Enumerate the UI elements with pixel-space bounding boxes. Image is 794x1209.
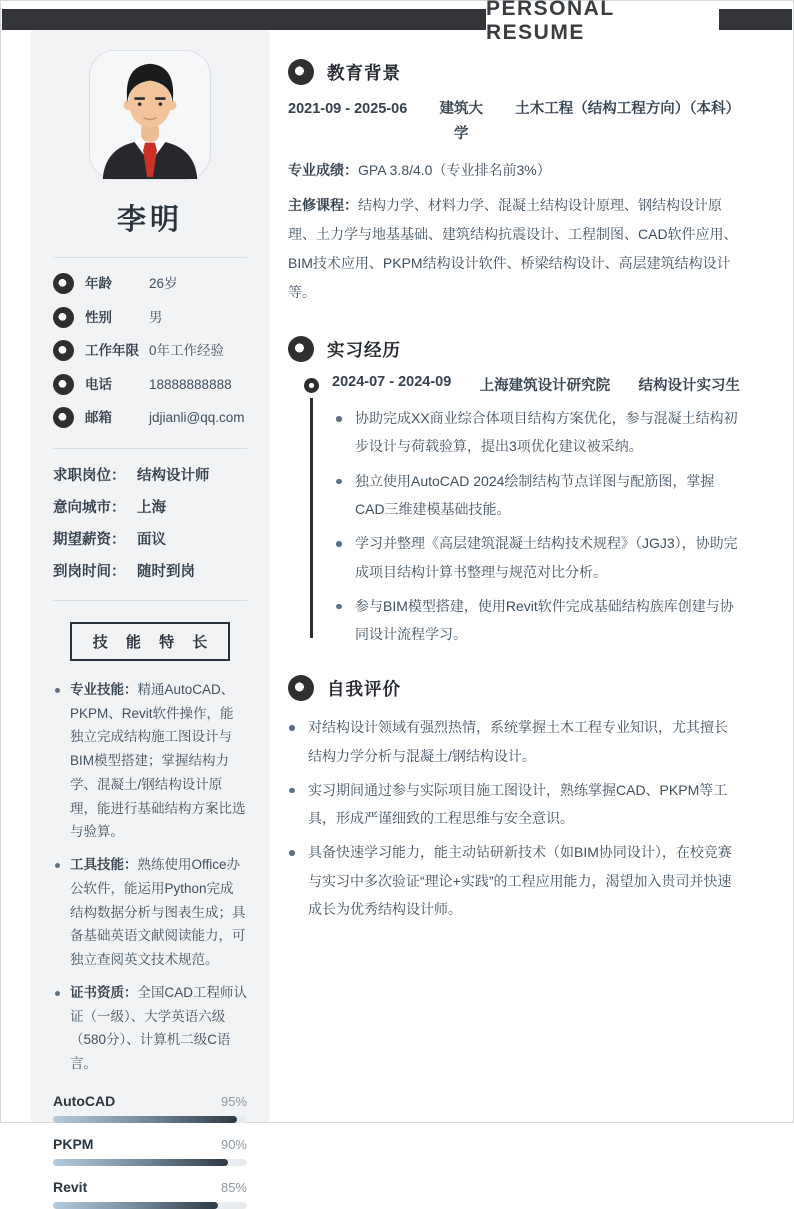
skill-bar-pkpm <box>53 1136 247 1166</box>
skill-point <box>53 678 247 844</box>
info-row-age <box>53 273 247 295</box>
intent-value: 上海 <box>137 499 166 516</box>
section-internship <box>288 336 740 648</box>
internship-date: 2024-07 - 2024-09 <box>332 374 452 391</box>
candidate-name: 李明 <box>116 204 183 236</box>
internship-role: 结构设计实习生 <box>638 378 740 395</box>
job-intent-list <box>53 464 247 581</box>
self-evaluation-bullet: 对结构设计领域有强烈热情，系统掌握土木工程专业知识，尤其擅长结构力学分析与混凝土/钢结构设计。 <box>288 713 740 770</box>
avatar-illustration <box>90 51 210 179</box>
info-value: 0年工作经验 <box>149 343 225 359</box>
divider <box>53 448 247 449</box>
education-school: 建筑大学 <box>439 101 484 143</box>
skill-bar-track <box>53 1202 247 1209</box>
skill-bar-track <box>53 1116 247 1123</box>
skill-point-label: 证书资质： <box>70 984 138 1000</box>
education-gpa-line <box>288 156 740 185</box>
divider <box>53 600 247 601</box>
skill-bar-percent: 95% <box>220 1093 247 1109</box>
skill-points-list <box>53 678 247 1076</box>
skill-bars <box>53 1093 247 1209</box>
info-row-phone <box>53 374 247 396</box>
donut-circle-icon <box>288 675 314 701</box>
education-major: 土木工程（结构工程方向）（本科） <box>515 101 740 117</box>
section-title: 教育背景 <box>327 62 401 83</box>
sidebar <box>31 30 269 1195</box>
main-content <box>288 59 740 950</box>
donut-circle-icon <box>53 340 74 361</box>
donut-circle-icon <box>53 273 74 294</box>
info-row-gender <box>53 307 247 329</box>
donut-circle-icon <box>288 336 314 362</box>
skill-bar-fill <box>53 1202 218 1209</box>
donut-circle-icon <box>53 307 74 328</box>
skill-bar-track <box>53 1159 247 1166</box>
courses-value: 结构力学、材料力学、混凝土结构设计原理、钢结构设计原理、土力学与地基基础、建筑结构抗震设计、工程制图、CAD软件应用、BIM技术应用、PKPM结构设计软件、桥梁结构设计、高层建筑结构设计等。 <box>288 197 738 300</box>
skill-bar-name: AutoCAD <box>53 1092 116 1109</box>
gpa-value: GPA 3.8/4.0（专业排名前3%） <box>358 161 551 178</box>
info-row-experience <box>53 340 247 362</box>
divider <box>53 257 247 258</box>
internship-timeline <box>306 374 740 648</box>
section-title: 自我评价 <box>327 678 401 699</box>
self-evaluation-bullet-list <box>288 713 740 923</box>
internship-company: 上海建筑设计研究院 <box>479 378 611 395</box>
internship-bullet-list <box>332 404 740 648</box>
skill-point-text: 精通AutoCAD、PKPM、Revit软件操作，能独立完成结构施工图设计与BIM模型搭建；掌握结构力学、混凝土/钢结构设计原理，能进行基础结构方案比选与验算。 <box>70 681 246 840</box>
page-title: PERSONAL RESUME <box>486 1 719 41</box>
section-education <box>288 59 740 306</box>
intent-row-salary <box>53 528 247 549</box>
section-title: 实习经历 <box>327 339 401 360</box>
education-entry-header <box>288 97 740 148</box>
skill-bar-percent: 90% <box>220 1136 247 1152</box>
intent-row-availability <box>53 560 247 581</box>
internship-bullet: 协助完成XX商业综合体项目结构方案优化，参与混凝土结构初步设计与荷载验算，提出3项优化建议被采纳。 <box>332 404 740 461</box>
info-label: 邮箱 <box>85 410 112 426</box>
intent-row-city <box>53 496 247 517</box>
skill-bar-fill <box>53 1116 237 1123</box>
donut-circle-icon <box>53 407 74 428</box>
skill-point <box>53 981 247 1076</box>
section-self-evaluation <box>288 675 740 923</box>
intent-value: 随时到岗 <box>137 563 195 580</box>
info-row-email <box>53 407 247 429</box>
info-value: 26岁 <box>149 276 178 291</box>
skills-section-title: 技 能 特 长 <box>70 622 230 661</box>
info-value: 18888888888 <box>149 376 232 392</box>
internship-bullet: 独立使用AutoCAD 2024绘制结构节点详图与配筋图，掌握CAD三维建模基础技能。 <box>332 467 740 524</box>
intent-value: 结构设计师 <box>137 467 210 484</box>
skill-bar-fill <box>53 1159 228 1166</box>
skill-point-text: 全国CAD工程师认证（一级）、大学英语六级（580分）、计算机二级C语言。 <box>70 984 248 1072</box>
intent-label: 求职岗位： <box>53 467 126 484</box>
donut-circle-icon <box>288 59 314 85</box>
info-label: 性别 <box>85 309 112 325</box>
internship-bullet: 参与BIM模型搭建，使用Revit软件完成基础结构族库创建与协同设计流程学习。 <box>332 592 740 649</box>
intent-label: 意向城市： <box>53 499 126 516</box>
skill-bar-autocad <box>53 1093 247 1123</box>
education-courses-line <box>288 191 740 306</box>
skill-point-text: 熟练使用Office办公软件，能运用Python完成结构数据分析与图表生成；具备基础英语文献阅读能力，可独立查阅英文技术规范。 <box>70 857 246 968</box>
personal-info-list <box>53 273 247 429</box>
info-label: 电话 <box>85 376 112 392</box>
info-label: 年龄 <box>85 276 112 291</box>
self-evaluation-bullet: 具备快速学习能力，能主动钻研新技术（如BIM协同设计），在校竞赛与实习中多次验证“理论+实践”的工程应用能力，渴望加入贵司并快速成长为优秀结构设计师。 <box>288 838 740 923</box>
donut-circle-icon <box>53 374 74 395</box>
intent-label: 到岗时间： <box>53 563 126 580</box>
skill-bar-name: PKPM <box>53 1135 94 1152</box>
skill-point-label: 工具技能： <box>70 857 138 873</box>
education-date: 2021-09 - 2025-06 <box>288 101 408 117</box>
skill-point-label: 专业技能： <box>70 681 138 697</box>
self-evaluation-bullet: 实习期间通过参与实际项目施工图设计，熟练掌握CAD、PKPM等工具，形成严谨细致的工程思维与安全意识。 <box>288 776 740 833</box>
info-value: 男 <box>149 309 163 325</box>
avatar-photo <box>89 50 211 180</box>
internship-bullet: 学习并整理《高层建筑混凝土结构技术规程》（JGJ3），协助完成项目结构计算书整理与规范对比分析。 <box>332 529 740 586</box>
intent-label: 期望薪资： <box>53 531 126 548</box>
skill-point <box>53 853 247 972</box>
info-value: jdjianli@qq.com <box>149 410 245 426</box>
intent-value: 面议 <box>137 531 166 548</box>
info-label: 工作年限 <box>85 343 139 359</box>
skill-bar-percent: 85% <box>220 1179 247 1195</box>
gpa-label: 专业成绩： <box>288 161 358 178</box>
skill-bar-revit <box>53 1179 247 1209</box>
timeline-dot-icon <box>304 378 319 393</box>
intent-row-position <box>53 464 247 485</box>
internship-entry-header <box>332 374 740 395</box>
skill-bar-name: Revit <box>53 1178 88 1195</box>
courses-label: 主修课程： <box>288 197 358 214</box>
